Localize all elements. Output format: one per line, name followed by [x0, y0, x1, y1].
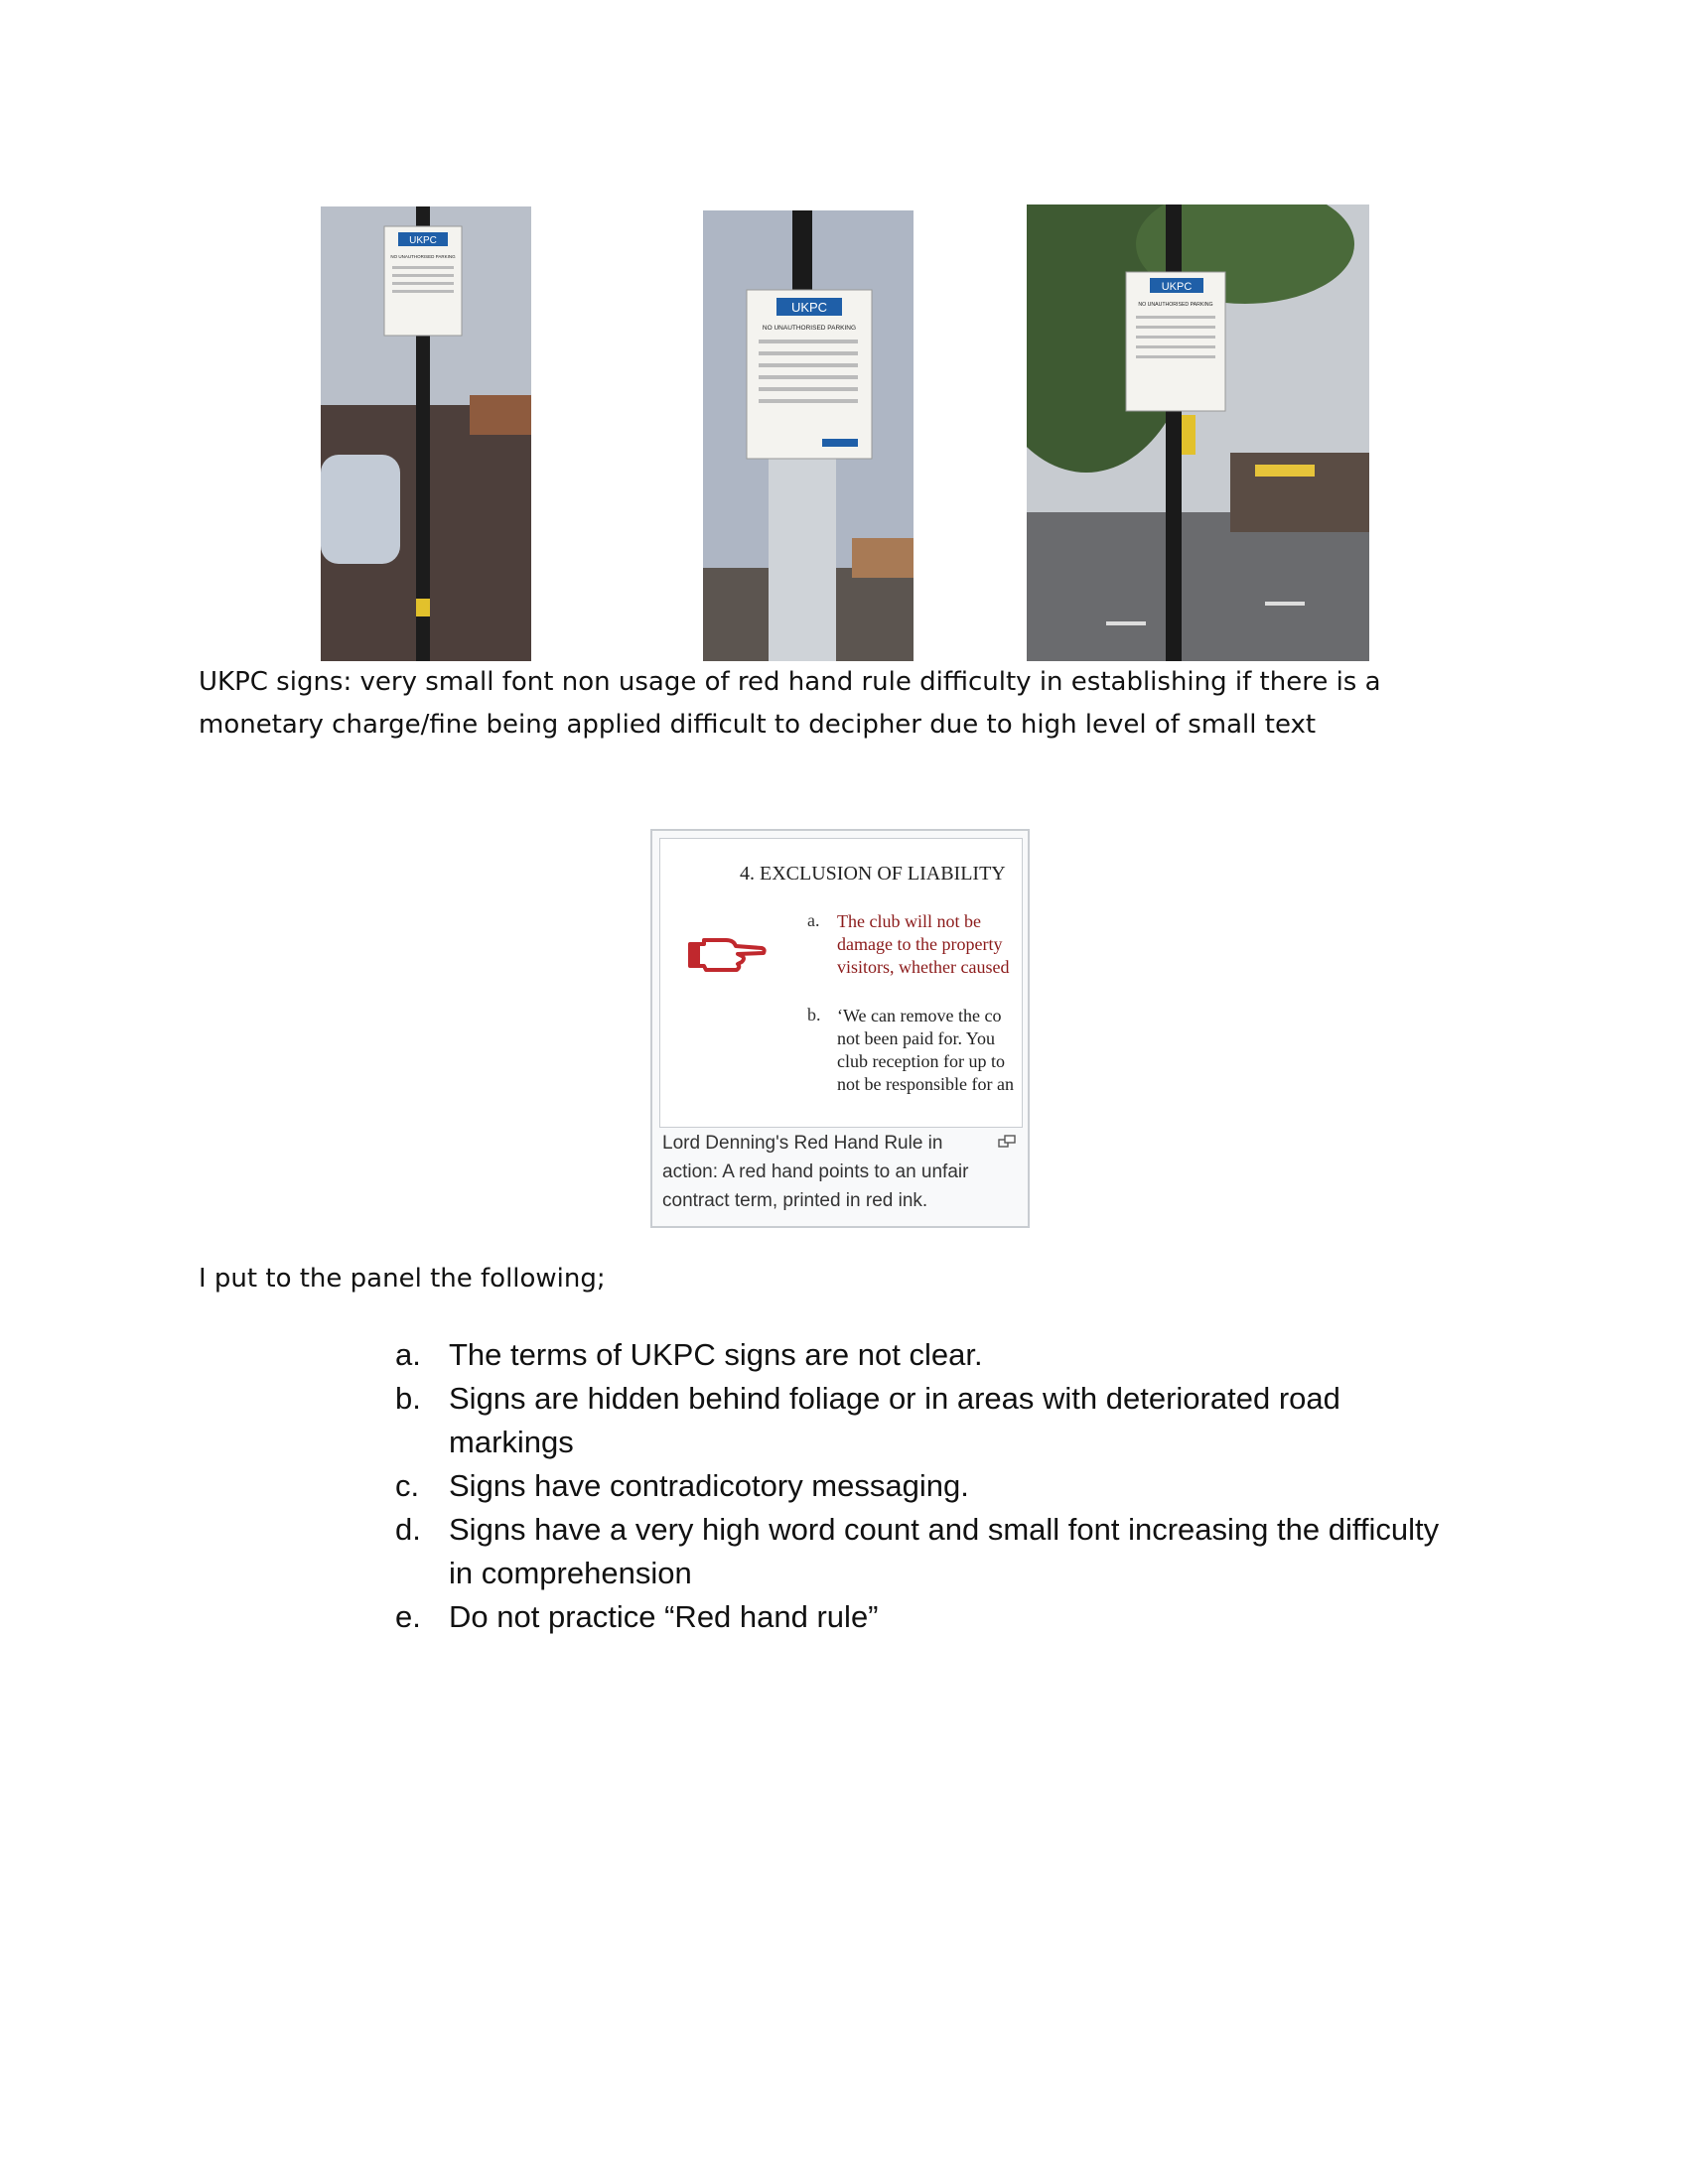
- intro-text: I put to the panel the following;: [199, 1264, 606, 1294]
- legal-item-a-line-3: visitors, whether caused: [837, 957, 1010, 977]
- enlarge-icon[interactable]: [998, 1135, 1016, 1149]
- list-marker: d.: [395, 1512, 421, 1547]
- sign-photo-1: [321, 206, 531, 661]
- red-hand-icon: [686, 936, 768, 974]
- photo-1-brand: UKPC: [409, 235, 437, 246]
- legal-item-b-line-3: club reception for up to: [837, 1051, 1005, 1071]
- legal-heading: 4. EXCLUSION OF LIABILITY: [740, 863, 1006, 885]
- legal-item-a-marker: a.: [807, 910, 820, 930]
- legal-item-b-line-1: ‘We can remove the co: [837, 1006, 1002, 1025]
- figure-caption: Lord Denning's Red Hand Rule in action: A red hand points to an unfair contract term, printed in red ink.: [662, 1133, 969, 1211]
- legal-item-b-marker: b.: [807, 1005, 821, 1024]
- photo-3-title: NO UNAUTHORISED PARKING: [1138, 302, 1213, 308]
- list-item-text: Signs are hidden behind foliage or in areas with deteriorated road markings: [449, 1381, 1340, 1459]
- photo-1-title: NO UNAUTHORISED PARKING: [390, 254, 456, 259]
- list-item: [395, 1333, 1448, 1377]
- legal-item-b-line-4: not be responsible for an: [837, 1074, 1014, 1094]
- list-item-text: Signs have contradicotory messaging.: [449, 1468, 969, 1503]
- sign-photo-2: [703, 210, 914, 661]
- list-marker: b.: [395, 1381, 421, 1416]
- legal-item-b-line-2: not been paid for. You: [837, 1028, 995, 1048]
- list-marker: e.: [395, 1599, 421, 1634]
- points-list: [395, 1333, 1448, 1639]
- red-hand-rule-figure: [650, 829, 1030, 1228]
- photos-caption: UKPC signs: very small font non usage of red hand rule difficulty in establishing if there is a monetary charge/fine being applied difficult to decipher due to high level of small text: [199, 667, 1381, 740]
- list-item: [395, 1377, 1448, 1464]
- list-marker: c.: [395, 1468, 420, 1503]
- list-item: [395, 1508, 1448, 1595]
- photo-2-brand: UKPC: [790, 300, 828, 315]
- list-item: [395, 1595, 1448, 1639]
- list-item-text: Signs have a very high word count and small font increasing the difficulty in comprehension: [449, 1512, 1440, 1590]
- list-marker: a.: [395, 1337, 421, 1372]
- list-item-text: Do not practice “Red hand rule”: [449, 1599, 879, 1634]
- list-item-text: The terms of UKPC signs are not clear.: [449, 1337, 983, 1372]
- sign-photo-3: [1027, 205, 1369, 661]
- legal-item-a-line-1: The club will not be: [837, 911, 981, 931]
- legal-item-a-line-2: damage to the property: [837, 934, 1003, 954]
- list-item: [395, 1464, 1448, 1508]
- figure-image: [659, 838, 1023, 1128]
- photo-2-title: NO UNAUTHORISED PARKING: [762, 325, 857, 332]
- photo-3-brand: UKPC: [1161, 281, 1193, 293]
